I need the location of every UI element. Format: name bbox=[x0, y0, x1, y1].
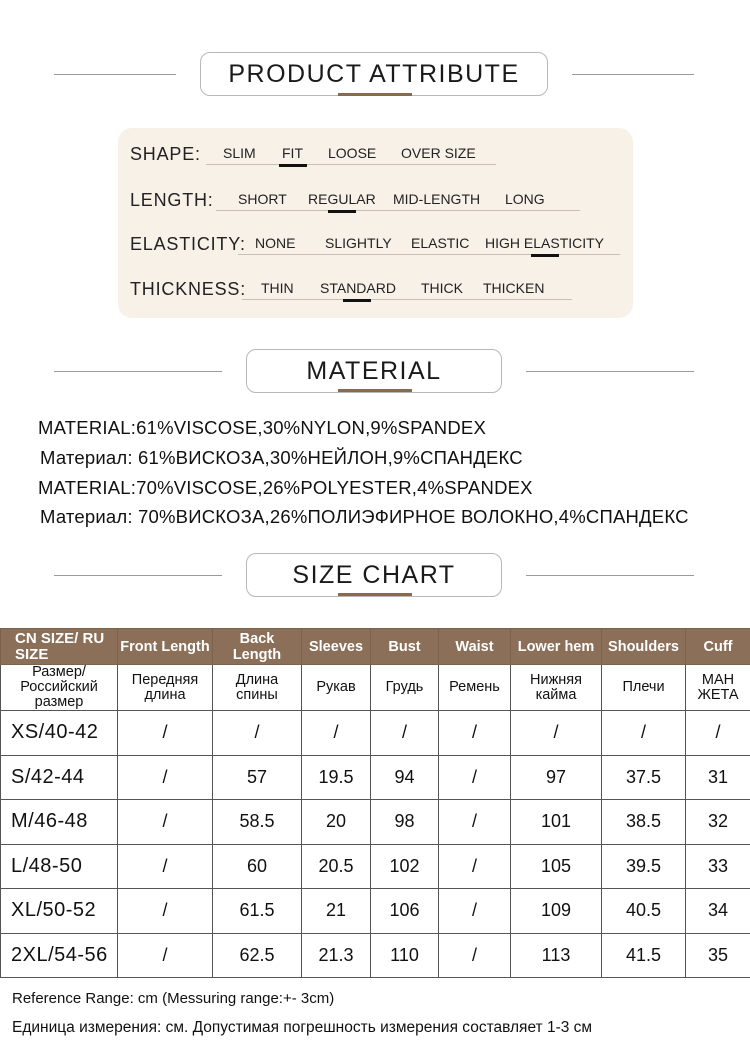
attribute-baseline bbox=[216, 210, 580, 211]
attribute-label: LENGTH: bbox=[130, 190, 214, 210]
title-underline bbox=[338, 389, 412, 392]
divider-line bbox=[54, 575, 222, 576]
column-header: Front Length bbox=[118, 629, 213, 665]
table-cell: 41.5 bbox=[602, 933, 686, 978]
selected-marker bbox=[343, 299, 371, 302]
table-cell: 35 bbox=[686, 933, 750, 978]
table-cell: 34 bbox=[686, 889, 750, 934]
reference-range-note-ru: Единица измерения: см. Допустимая погрешность измерения составляет 1-3 см bbox=[12, 1019, 593, 1036]
table-cell: 37.5 bbox=[602, 755, 686, 800]
attribute-label: SHAPE: bbox=[130, 144, 201, 164]
size-chart-table bbox=[0, 628, 750, 978]
table-cell: / bbox=[686, 711, 750, 756]
selected-marker bbox=[279, 164, 307, 167]
table-cell: 21 bbox=[302, 889, 371, 934]
divider-line bbox=[526, 371, 694, 372]
table-cell: 57 bbox=[213, 755, 302, 800]
material-line-en-2: MATERIAL:70%VISCOSE,26%POLYESTER,4%SPANDEX bbox=[38, 477, 533, 498]
table-cell-size: 2XL/54-56 bbox=[1, 933, 118, 978]
table-row bbox=[1, 889, 750, 934]
column-header-ru: Рукав bbox=[302, 665, 371, 711]
table-cell: 32 bbox=[686, 800, 750, 845]
attribute-option: NONE bbox=[255, 235, 296, 251]
header-row-en bbox=[1, 629, 750, 665]
column-header-ru: Размер/ Российский размер bbox=[1, 665, 118, 711]
attribute-option: SLIGHTLY bbox=[325, 235, 392, 251]
column-header: Waist bbox=[439, 629, 511, 665]
attribute-option: LOOSE bbox=[328, 145, 377, 161]
attribute-baseline bbox=[238, 254, 620, 255]
column-header: Back Length bbox=[213, 629, 302, 665]
table-row bbox=[1, 800, 750, 845]
table-cell: 40.5 bbox=[602, 889, 686, 934]
attribute-label: THICKNESS: bbox=[130, 279, 247, 299]
column-header: CN SIZE/ RU SIZE bbox=[1, 629, 118, 665]
table-cell: 101 bbox=[511, 800, 602, 845]
table-cell: 39.5 bbox=[602, 844, 686, 889]
column-header-ru: Передняя длина bbox=[118, 665, 213, 711]
table-cell: 97 bbox=[511, 755, 602, 800]
table-cell: 110 bbox=[371, 933, 439, 978]
table-cell: 19.5 bbox=[302, 755, 371, 800]
column-header-ru: МАН ЖЕТА bbox=[686, 665, 750, 711]
attribute-option: ELASTIC bbox=[411, 235, 470, 251]
table-cell: / bbox=[371, 711, 439, 756]
attribute-option: THICKEN bbox=[483, 280, 545, 296]
table-cell: 106 bbox=[371, 889, 439, 934]
table-cell-size: L/48-50 bbox=[1, 844, 118, 889]
table-cell: 33 bbox=[686, 844, 750, 889]
table-cell: / bbox=[118, 889, 213, 934]
table-cell: / bbox=[439, 755, 511, 800]
table-cell: 113 bbox=[511, 933, 602, 978]
table-cell: / bbox=[439, 844, 511, 889]
column-header-ru: Длина спины bbox=[213, 665, 302, 711]
table-cell: 60 bbox=[213, 844, 302, 889]
divider-line bbox=[526, 575, 694, 576]
table-cell: / bbox=[118, 755, 213, 800]
attribute-option: LONG bbox=[505, 191, 545, 207]
attribute-option: SHORT bbox=[238, 191, 287, 207]
table-cell: / bbox=[302, 711, 371, 756]
column-header: Lower hem bbox=[511, 629, 602, 665]
attribute-row-thickness bbox=[118, 275, 633, 305]
table-cell: / bbox=[118, 933, 213, 978]
table-cell: 31 bbox=[686, 755, 750, 800]
column-header: Bust bbox=[371, 629, 439, 665]
attribute-row-shape bbox=[118, 140, 633, 170]
attribute-option-selected: STANDARD bbox=[320, 280, 396, 296]
table-row bbox=[1, 844, 750, 889]
attribute-baseline bbox=[206, 164, 496, 165]
table-cell: 21.3 bbox=[302, 933, 371, 978]
table-cell: 105 bbox=[511, 844, 602, 889]
column-header: Cuff bbox=[686, 629, 750, 665]
table-cell: / bbox=[213, 711, 302, 756]
table-cell: / bbox=[439, 711, 511, 756]
table-row bbox=[1, 933, 750, 978]
table-cell: / bbox=[439, 889, 511, 934]
material-line-en-1: MATERIAL:61%VISCOSE,30%NYLON,9%SPANDEX bbox=[38, 417, 486, 438]
table-cell: 38.5 bbox=[602, 800, 686, 845]
title-underline bbox=[338, 593, 412, 596]
attribute-option: OVER SIZE bbox=[401, 145, 476, 161]
material-header bbox=[0, 349, 750, 397]
attribute-panel bbox=[118, 128, 633, 318]
table-cell: 20 bbox=[302, 800, 371, 845]
divider-line bbox=[54, 371, 222, 372]
attribute-row-elasticity bbox=[118, 230, 633, 260]
title-underline bbox=[338, 93, 412, 96]
attribute-label: ELASTICITY: bbox=[130, 234, 246, 254]
table-cell-size: XS/40-42 bbox=[1, 711, 118, 756]
column-header-ru: Грудь bbox=[371, 665, 439, 711]
attribute-row-length bbox=[118, 186, 633, 216]
attribute-option: THIN bbox=[261, 280, 294, 296]
attribute-option: THICK bbox=[421, 280, 463, 296]
table-cell: 102 bbox=[371, 844, 439, 889]
attribute-option-selected: REGULAR bbox=[308, 191, 376, 207]
column-header: Sleeves bbox=[302, 629, 371, 665]
table-cell: 62.5 bbox=[213, 933, 302, 978]
table-cell: / bbox=[439, 933, 511, 978]
attribute-option: MID-LENGTH bbox=[393, 191, 481, 207]
column-header-ru: Ремень bbox=[439, 665, 511, 711]
attribute-option: SLIM bbox=[223, 145, 256, 161]
table-cell: 20.5 bbox=[302, 844, 371, 889]
attribute-option-selected: FIT bbox=[282, 145, 303, 161]
table-cell: / bbox=[439, 800, 511, 845]
column-header: Shoulders bbox=[602, 629, 686, 665]
section-title: SIZE CHART bbox=[246, 553, 502, 597]
table-cell: 94 bbox=[371, 755, 439, 800]
column-header-ru: Нижняя кайма bbox=[511, 665, 602, 711]
selected-marker bbox=[531, 254, 559, 257]
attribute-option-selected: HIGH ELASTICITY bbox=[485, 235, 605, 251]
table-cell-size: S/42-44 bbox=[1, 755, 118, 800]
column-header-ru: Плечи bbox=[602, 665, 686, 711]
divider-line bbox=[572, 74, 694, 75]
table-cell: / bbox=[118, 844, 213, 889]
divider-line bbox=[54, 74, 176, 75]
table-cell: / bbox=[118, 800, 213, 845]
table-row bbox=[1, 711, 750, 756]
material-line-ru-2: Материал: 70%ВИСКОЗА,26%ПОЛИЭФИРНОЕ ВОЛОКНО,4%СПАНДЕКС bbox=[40, 506, 689, 527]
selected-marker bbox=[328, 210, 356, 213]
section-title: PRODUCT ATTRIBUTE bbox=[200, 52, 548, 96]
size-chart-header bbox=[0, 553, 750, 601]
table-cell: / bbox=[511, 711, 602, 756]
header-row-ru bbox=[1, 665, 750, 711]
table-cell: / bbox=[602, 711, 686, 756]
table-cell-size: M/46-48 bbox=[1, 800, 118, 845]
attribute-baseline bbox=[242, 299, 572, 300]
product-attribute-header bbox=[0, 52, 750, 100]
table-cell: / bbox=[118, 711, 213, 756]
material-line-ru-1: Материал: 61%ВИСКОЗА,30%НЕЙЛОН,9%СПАНДЕКС bbox=[40, 447, 523, 468]
reference-range-note: Reference Range: cm (Messuring range:+- 3cm) bbox=[12, 990, 335, 1007]
table-cell: 98 bbox=[371, 800, 439, 845]
table-cell-size: XL/50-52 bbox=[1, 889, 118, 934]
table-cell: 109 bbox=[511, 889, 602, 934]
table-cell: 61.5 bbox=[213, 889, 302, 934]
table-row bbox=[1, 755, 750, 800]
table-cell: 58.5 bbox=[213, 800, 302, 845]
section-title: MATERIAL bbox=[246, 349, 502, 393]
